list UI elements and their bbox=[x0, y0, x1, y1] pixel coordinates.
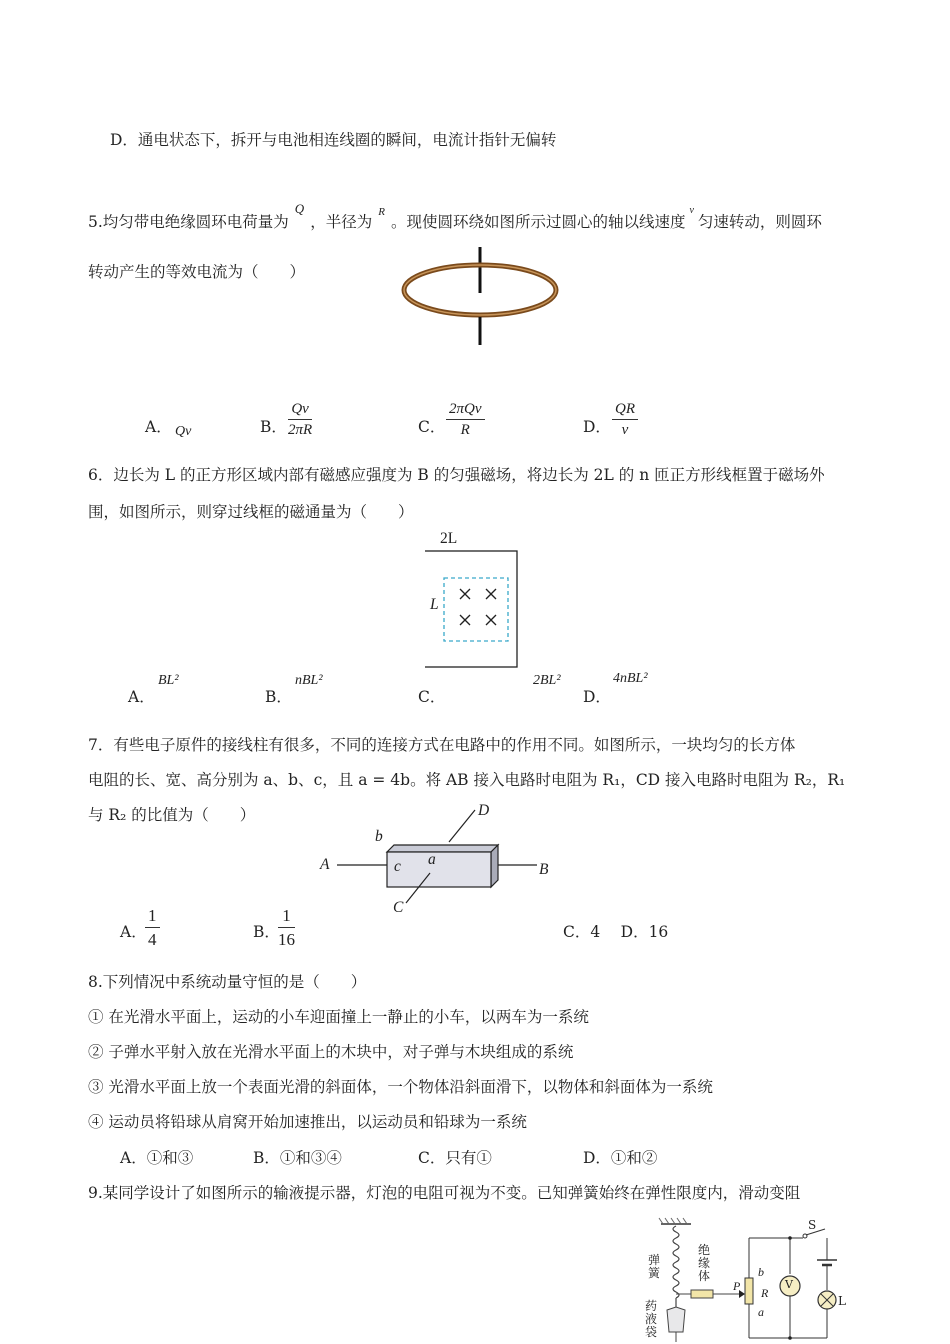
q7-label-B: B bbox=[539, 861, 549, 878]
q5-option-a-value: Qv bbox=[175, 424, 192, 439]
q5-option-d-denominator: v bbox=[621, 422, 629, 438]
q6-option-b-value: nBL² bbox=[295, 673, 323, 688]
q7-block-side bbox=[491, 845, 498, 887]
q7-option-b-denominator: 16 bbox=[278, 930, 295, 949]
q5-stem-part-d: 匀速转动，则圆环 bbox=[697, 213, 822, 231]
q5-symbol-v: v bbox=[689, 205, 694, 216]
q7-label-a: a bbox=[428, 851, 436, 868]
q8-stem: 8.下列情况中系统动量守恒的是（ ） bbox=[88, 973, 367, 991]
q9-ceiling-hatch bbox=[659, 1218, 687, 1224]
q6-stem-line1: 6．边长为 L 的正方形区域内部有磁感应强度为 B 的匀强磁场，将边长为 2L 的 n 匝正方形线框置于磁场外 bbox=[88, 466, 825, 484]
q8-option-c: C．只有① bbox=[418, 1149, 492, 1167]
q5-option-c-denominator: R bbox=[460, 422, 470, 438]
q7-option-a-numerator: 1 bbox=[145, 906, 160, 928]
q9-circuit-figure bbox=[635, 1212, 865, 1344]
q9-spring bbox=[673, 1226, 679, 1298]
q9-label-b: b bbox=[758, 1265, 764, 1279]
q5-option-d-fraction bbox=[612, 401, 638, 439]
q5-option-d-label: D． bbox=[583, 418, 611, 436]
q7-lead-d bbox=[449, 810, 475, 842]
q9-label-spring: 弹簧 bbox=[648, 1253, 661, 1280]
q8-item-4: ④ 运动员将铅球从肩窝开始加速推出，以运动员和铅球为一系统 bbox=[88, 1113, 527, 1131]
q5-symbol-r: R bbox=[378, 206, 385, 218]
q5-stem-part-c: 。现使圆环绕如图所示过圆心的轴以线速度 bbox=[390, 213, 686, 231]
q5-option-c-fraction bbox=[446, 401, 485, 439]
q7-options-c-d: C．4 D．16 bbox=[563, 923, 669, 941]
q9-label-s: S bbox=[808, 1218, 817, 1232]
q9-rheostat-r bbox=[745, 1278, 753, 1304]
q7-stem-line3: 与 R₂ 的比值为（ ） bbox=[88, 806, 256, 824]
q7-option-b-fraction bbox=[278, 906, 295, 950]
q8-item-2: ② 子弹水平射入放在光滑水平面上的木块中，对子弹与木块组成的系统 bbox=[88, 1043, 574, 1061]
q5-stem-line2: 转动产生的等效电流为（ ） bbox=[88, 263, 306, 281]
q8-option-b: B．①和③④ bbox=[253, 1149, 342, 1167]
q9-label-insulator: 绝缘体 bbox=[698, 1243, 711, 1283]
q5-ring-figure bbox=[395, 245, 565, 350]
q6-figure-label-2l: 2L bbox=[440, 530, 458, 547]
q6-field-region bbox=[444, 578, 508, 641]
q7-block-top bbox=[387, 845, 498, 852]
q7-option-b-numerator: 1 bbox=[278, 906, 295, 928]
q9-label-r: R bbox=[761, 1286, 769, 1300]
q7-option-b-label: B． bbox=[253, 923, 280, 941]
q5-option-d-numerator: QR bbox=[612, 401, 638, 420]
q6-option-d-value: 4nBL² bbox=[613, 671, 648, 686]
q9-label-p: P bbox=[733, 1279, 741, 1293]
q7-label-C: C bbox=[393, 899, 404, 916]
q7-block-front bbox=[387, 852, 491, 887]
q7-label-b: b bbox=[375, 828, 383, 845]
q7-option-a-fraction bbox=[145, 906, 160, 950]
q5-option-b-denominator: 2πR bbox=[288, 422, 313, 438]
q7-option-a-label: A． bbox=[120, 923, 147, 941]
q9-stem: 9.某同学设计了如图所示的输液提示器，灯泡的电阻可视为不变。已知弹簧始终在弹性限度内，滑动变阻 bbox=[88, 1184, 801, 1202]
q8-item-1: ① 在光滑水平面上，运动的小车迎面撞上一静止的小车，以两车为一系统 bbox=[88, 1008, 589, 1026]
q9-label-v: V bbox=[785, 1278, 793, 1291]
q5-option-a-label: A． bbox=[145, 418, 172, 436]
q6-field-crosses bbox=[460, 589, 496, 625]
q7-option-a-denominator: 4 bbox=[148, 930, 157, 949]
q6-figure-label-l: L bbox=[430, 596, 439, 613]
q6-flux-figure bbox=[425, 528, 535, 673]
q6-option-d-label: D． bbox=[583, 688, 611, 706]
q8-option-a: A．①和③ bbox=[120, 1149, 194, 1167]
q5-stem-part-b: ，半径为 bbox=[310, 213, 373, 231]
q7-stem-line2: 电阻的长、宽、高分别为 a、b、c，且 a = 4b。将 AB 接入电路时电阻为 R₁，CD 接入电路时电阻为 R₂，R₁ bbox=[88, 771, 846, 789]
q6-option-b-label: B． bbox=[265, 688, 292, 706]
q6-option-c-value: 2BL² bbox=[533, 673, 561, 688]
q7-label-D: D bbox=[478, 802, 490, 819]
q5-stem-line1 bbox=[88, 201, 822, 232]
q8-option-d: D．①和② bbox=[583, 1149, 658, 1167]
q6-stem-line2: 围，如图所示，则穿过线框的磁通量为（ ） bbox=[88, 503, 414, 521]
q6-option-a-value: BL² bbox=[158, 673, 179, 688]
q9-label-a: a bbox=[758, 1305, 764, 1319]
q7-resistor-figure bbox=[315, 800, 560, 920]
q7-label-A: A bbox=[320, 856, 330, 873]
q7-label-c: c bbox=[394, 858, 401, 875]
q9-insulator bbox=[691, 1290, 713, 1298]
q6-option-a-label: A． bbox=[128, 688, 155, 706]
q5-stem-part-a: 5.均匀带电绝缘圆环电荷量为 bbox=[88, 213, 289, 231]
q5-option-c-label: C． bbox=[418, 418, 446, 436]
q5-symbol-q: Q bbox=[294, 201, 305, 216]
q5-option-b-label: B． bbox=[260, 418, 287, 436]
q5-option-b-fraction bbox=[288, 401, 312, 439]
q5-option-b-numerator: Qv bbox=[288, 401, 312, 420]
q5-option-c-numerator: 2πQv bbox=[446, 401, 485, 420]
q9-label-bag: 药液袋 bbox=[645, 1299, 658, 1339]
q7-stem-line1: 7．有些电子原件的接线柱有很多，不同的连接方式在电路中的作用不同。如图所示，一块均匀的长方体 bbox=[88, 736, 796, 754]
q8-item-3: ③ 光滑水平面上放一个表面光滑的斜面体，一个物体沿斜面滑下，以物体和斜面体为一系统 bbox=[88, 1078, 713, 1096]
q4-option-d: D．通电状态下，拆开与电池相连线圈的瞬间，电流计指针无偏转 bbox=[110, 131, 557, 149]
q6-option-c-label: C． bbox=[418, 688, 446, 706]
q9-label-l: L bbox=[838, 1294, 846, 1308]
q9-medicine-bag bbox=[667, 1307, 685, 1332]
